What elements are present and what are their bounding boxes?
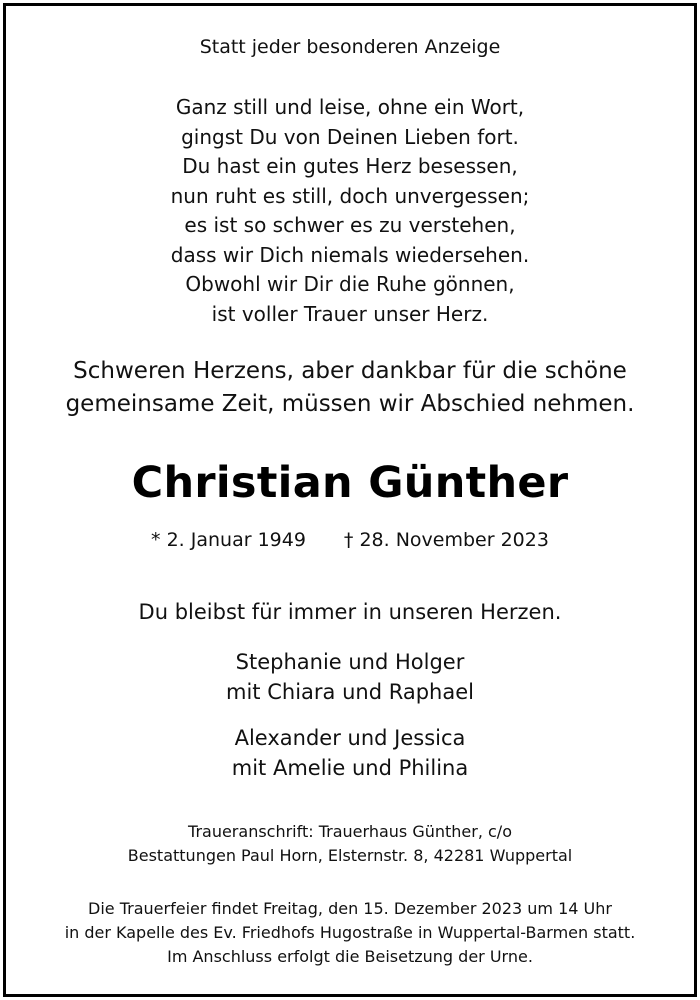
poem-line: ist voller Trauer unser Herz. xyxy=(211,301,489,326)
family-line: Stephanie und Holger xyxy=(235,650,465,674)
motto: Du bleibst für immer in unseren Herzen. xyxy=(138,600,562,624)
address-line: Bestattungen Paul Horn, Elsternstr. 8, 42281 Wuppertal xyxy=(127,846,573,865)
family-group xyxy=(6,647,694,707)
birth-date: * 2. Januar 1949 xyxy=(151,529,306,551)
poem-line: Du hast ein gutes Herz besessen, xyxy=(182,154,518,178)
poem-line: gingst Du von Deinen Lieben fort. xyxy=(181,124,519,149)
family-line: mit Chiara und Raphael xyxy=(226,680,474,704)
intro-text xyxy=(6,355,694,421)
intro-line: gemeinsame Zeit, müssen wir Abschied nehmen. xyxy=(65,391,635,417)
life-dates xyxy=(6,529,694,551)
service-line: Im Anschluss erfolgt die Beisetzung der Urne. xyxy=(167,947,533,966)
family-line: mit Amelie und Philina xyxy=(231,756,469,780)
deceased-name: Christian Günther xyxy=(131,458,569,508)
family-line: Alexander und Jessica xyxy=(234,726,466,750)
death-date: † 28. November 2023 xyxy=(343,529,549,551)
intro-line: Schweren Herzens, aber dankbar für die schöne xyxy=(73,358,627,384)
funeral-service-info xyxy=(6,897,694,969)
poem xyxy=(6,93,694,329)
address-line: Traueranschrift: Trauerhaus Günther, c/o xyxy=(188,822,512,841)
poem-line: Obwohl wir Dir die Ruhe gönnen, xyxy=(185,272,515,296)
poem-line: Ganz still und leise, ohne ein Wort, xyxy=(175,95,525,119)
obituary-frame xyxy=(3,3,697,997)
poem-line: nun ruht es still, doch unvergessen; xyxy=(170,183,530,208)
poem-line: dass wir Dich niemals wiedersehen. xyxy=(170,242,530,267)
service-line: Die Trauerfeier findet Freitag, den 15. Dezember 2023 um 14 Uhr xyxy=(88,899,612,918)
family-group xyxy=(6,723,694,783)
service-line: in der Kapelle des Ev. Friedhofs Hugostraße in Wuppertal-Barmen statt. xyxy=(64,923,636,942)
poem-line: es ist so schwer es zu verstehen, xyxy=(184,213,516,237)
mourning-address xyxy=(6,820,694,868)
notice-header: Statt jeder besonderen Anzeige xyxy=(199,36,501,58)
